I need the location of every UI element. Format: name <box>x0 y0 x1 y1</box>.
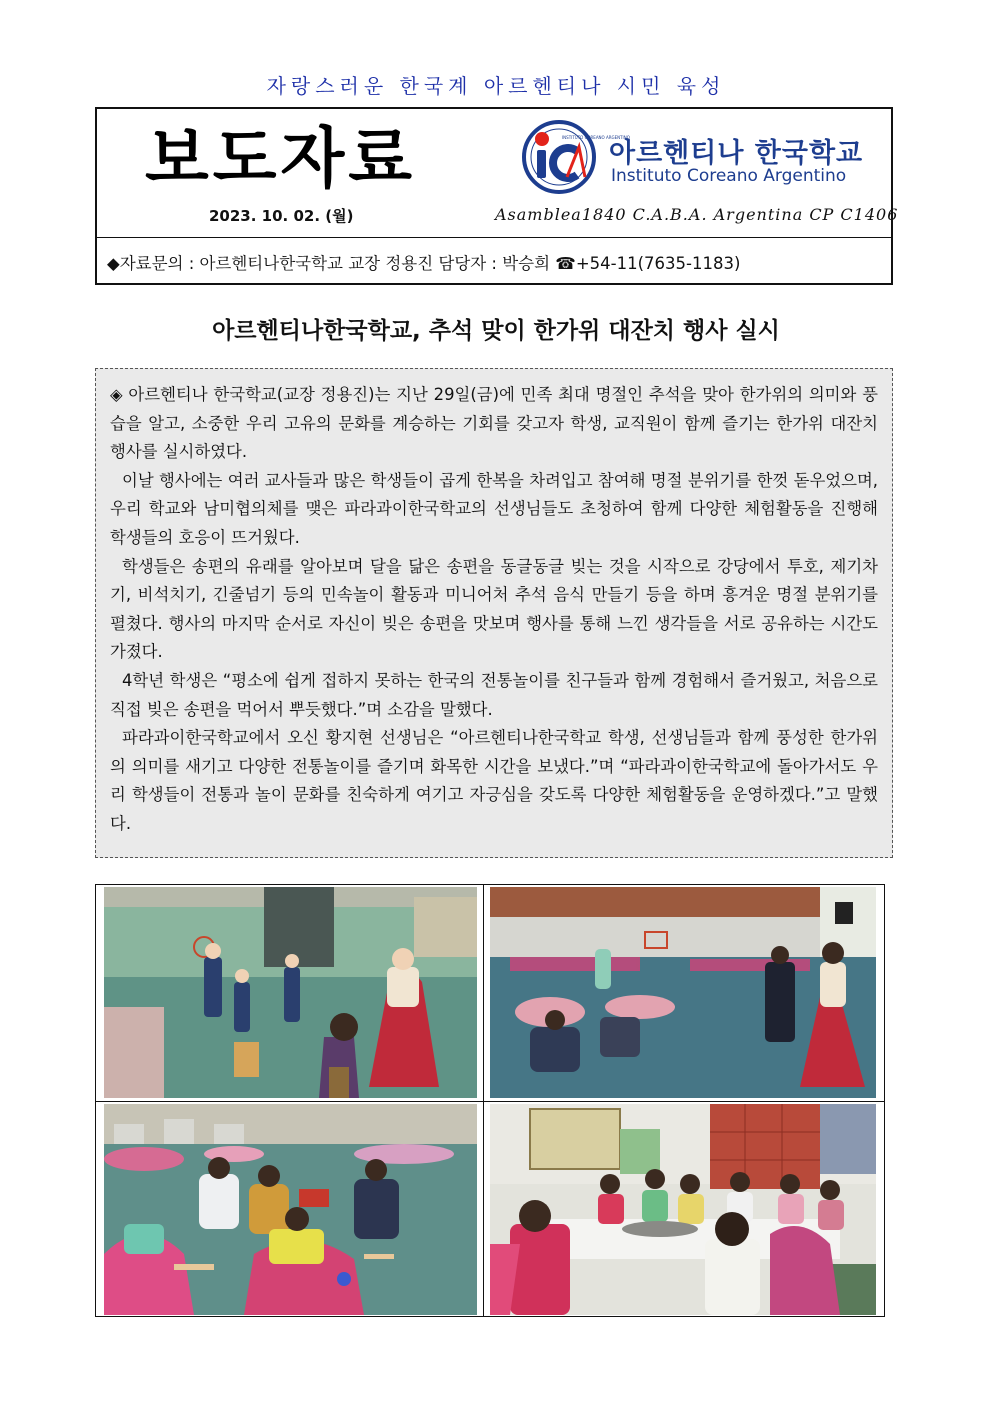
photo-tuho-game <box>104 887 477 1098</box>
school-name-korean: 아르헨티나 한국학교 <box>609 138 864 169</box>
school-name-spanish: Instituto Coreano Argentino <box>611 166 847 186</box>
paragraph-2: 이날 행사에는 여러 교사들과 많은 학생들이 곱게 한복을 차려입고 참여해 명절 분위기를 한껏 돋우었으며, 우리 학교와 남미협의체를 맺은 파라과이한국학교의 선생님들도 초청하여 함께 다양한 체험활동을 진행해 학생들의 호응이 뜨거웠다. <box>110 470 878 547</box>
photo-grid <box>95 884 885 1317</box>
headline: 아르헨티나한국학교, 추석 맞이 한가위 대잔치 행사 실시 <box>212 318 780 344</box>
press-release-header <box>95 107 899 285</box>
photo-jegi-chagi <box>490 887 876 1098</box>
doc-type-title: 보도자료 <box>145 120 417 197</box>
release-date: 2023. 10. 02. (월) <box>209 207 354 225</box>
contact-info: ◆자료문의 : 아르헨티나한국학교 교장 정용진 담당자 : 박승희 ☎+54-11(7635-1183) <box>107 254 741 273</box>
school-logo <box>521 119 630 195</box>
contact-info-row <box>97 237 891 284</box>
paragraph-4: 4학년 학생은 “평소에 쉽게 접하지 못하는 한국의 전통놀이를 친구들과 함께 경험해서 즐거웠고, 처음으로 직접 빚은 송편을 먹어서 뿌듯했다.”며 소감을 말했다. <box>110 670 878 719</box>
article-body <box>95 368 893 858</box>
paragraph-5: 파라과이한국학교에서 오신 황지현 선생님은 “아르헨티나한국학교 학생, 선생님들과 함께 풍성한 한가위의 의미를 새기고 다양한 전통놀이를 즐기며 화목한 시간을 보냈다.”며 “파라과이한국학교에 돌아가서도 우리 학생들이 전통과 놀이 문화를 친숙하게 여기고 자긍심을 갖도록 다양한 체험활동을 운영하겠다.”고 말했다. <box>110 728 878 833</box>
photo-songpyeon-table <box>490 1104 876 1315</box>
slogan: 자랑스러운 한국계 아르헨티나 시민 육성 <box>266 74 726 98</box>
paragraph-3: 학생들은 송편의 유래를 알아보며 달을 닮은 송편을 동글동글 빚는 것을 시작으로 강당에서 투호, 제기차기, 비석치기, 긴줄넘기 등의 민속놀이 활동과 미니어처 추석 음식 만들기 등을 하며 흥겨운 명절 분위기를 펼쳤다. 행사의 마지막 순서로 자신이 빚은 송편을 맛보며 행사를 통해 느낀 생각들을 서로 공유하는 시간도 가졌다. <box>110 556 878 662</box>
photo-floor-activity <box>104 1104 477 1315</box>
logo-text: INSTITUTO COREANO ARGENTINO <box>562 135 630 140</box>
paragraph-1: ◈ 아르헨티나 한국학교(교장 정용진)는 지난 29일(금)에 민족 최대 명절인 추석을 맞아 한가위의 의미와 풍습을 알고, 소중한 우리 고유의 문화를 계승하는 기회를 갖고자 학생, 교직원이 함께 즐기는 한가위 대잔치 행사를 실시하였다. <box>110 385 878 462</box>
school-address: Asamblea1840 C.A.B.A. Argentina CP C1406 <box>495 205 899 224</box>
